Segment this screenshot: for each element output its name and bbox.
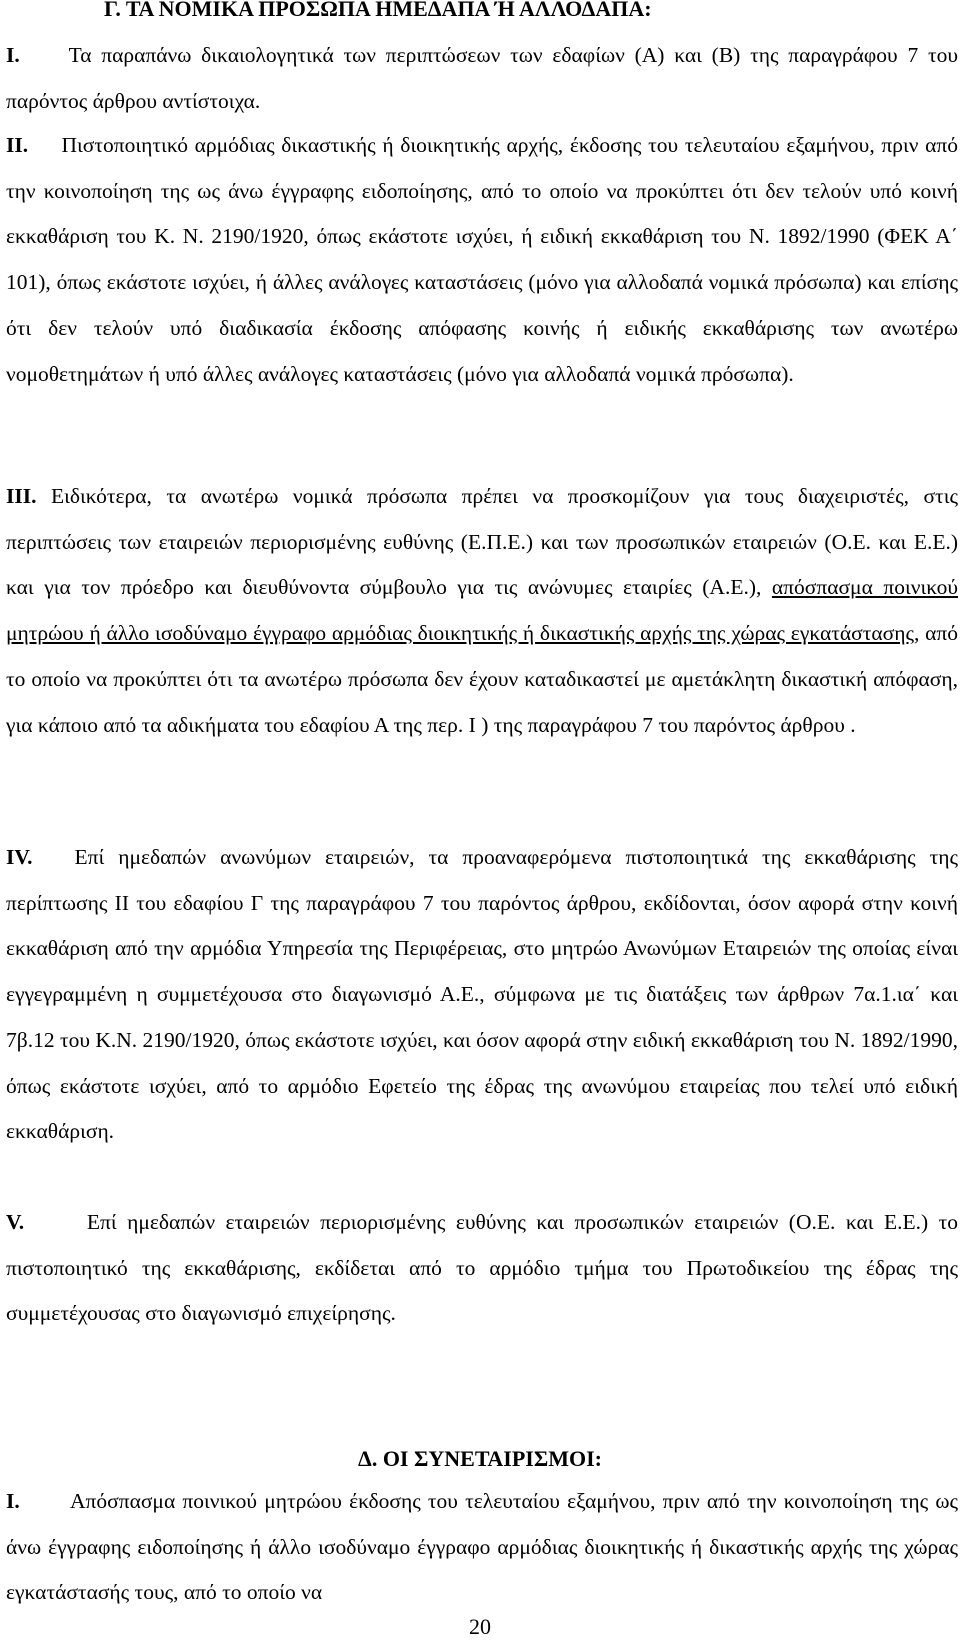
paragraph-number: II. xyxy=(6,133,29,157)
paragraph-number: I. xyxy=(6,1489,20,1513)
paragraph-text: Πιστοποιητικό αρμόδιας δικαστικής ή διοικητικής αρχής, έκδοσης του τελευταίου εξαμήνου, πριν από την κοινοποίηση της ως άνω έγγραφης ειδοποίησης, από το οποίο να προκύπτει ότι δεν τελούν υπό κοινή εκκαθάριση του Κ. Ν. 2190/1920, όπως εκάστοτε ισχύει, ή ειδική εκκαθάριση του Ν. 1892/1990 (ΦΕΚ Α΄ 101), όπως εκάστοτε ισχύει, ή άλλες ανάλογες καταστάσεις (μόνο για αλλοδαπά νομικά πρόσωπα) και επίσης ότι δεν τελούν υπό διαδικασία έκδοσης απόφασης κοινής ή ειδικής εκκαθάρισης των ανωτέρω νομοθετημάτων ή υπό άλλες ανάλογες καταστάσεις (μόνο για αλλοδαπά νομικά πρόσωπα). xyxy=(6,133,958,386)
paragraph-number: IV. xyxy=(6,845,33,869)
paragraph-text: Απόσπασμα ποινικού μητρώου έκδοσης του τελευταίου εξαμήνου, πριν από την κοινοποίηση της ως άνω έγγραφης ειδοποίησης ή άλλο ισοδύναμο έγγραφο αρμόδιας διοικητικής ή δικαστικής αρχής της χώρας εγκατάστασής τους, από το οποίο να xyxy=(6,1489,958,1605)
section-heading-d: Δ. ΟΙ ΣΥΝΕΤΑΙΡΙΣΜΟΙ: xyxy=(358,1446,602,1471)
section-heading-g: Γ. ΤΑ ΝΟΜΙΚΑ ΠΡΟΣΩΠΑ ΗΜΕΔΑΠΑ Ή ΑΛΛΟΔΑΠΑ: xyxy=(104,0,652,21)
paragraph-number: III. xyxy=(6,484,37,508)
paragraph-g-3 xyxy=(6,474,958,748)
paragraph-g-2 xyxy=(6,123,958,397)
paragraph-text: Επί ημεδαπών ανωνύμων εταιρειών, τα προαναφερόμενα πιστοποιητικά της εκκαθάρισης της περίπτωσης ΙΙ του εδαφίου Γ της παραγράφου 7 του παρόντος άρθρου, εκδίδονται, όσον αφορά στην κοινή εκκαθάριση από την αρμόδια Υπηρεσία της Περιφέρειας, στο μητρώο Ανωνύμων Εταιρειών της οποίας είναι εγγεγραμμένη η συμμετέχουσα στο διαγωνισμό Α.Ε., σύμφωνα με τις διατάξεις των άρθρων 7α.1.ια΄ και 7β.12 του Κ.Ν. 2190/1920, όπως εκάστοτε ισχύει, και όσον αφορά στην ειδική εκκαθάριση του Ν. 1892/1990, όπως εκάστοτε ισχύει, από το αρμόδιο Εφετείο της έδρας της ανωνύμου εταιρείας που τελεί υπό ειδική εκκαθάριση. xyxy=(6,845,958,1144)
paragraph-d-1 xyxy=(6,1479,958,1616)
paragraph-text: Ειδικότερα, τα ανωτέρω νομικά πρόσωπα πρέπει να προσκομίζουν για τους διαχειριστές, στις περιπτώσεις των εταιρειών περιορισμένης ευθύνης (Ε.Π.Ε.) και των προσωπικών εταιρειών (Ο.Ε. και Ε.Ε.) και για τον πρόεδρο και διευθύνοντα σύμβουλο για τις ανώνυμες εταιρίες (Α.Ε.), xyxy=(6,484,958,600)
paragraph-g-4 xyxy=(6,835,958,1155)
underlined-text: απόσπασμα ποινικού μητρώου ή άλλο ισοδύναμο έγγραφο αρμόδιας διοικητικής ή δικαστικής αρχής της χώρας εγκατάστασης xyxy=(6,575,959,646)
paragraph-g-1 xyxy=(6,33,958,124)
page-number: 20 xyxy=(469,1614,491,1639)
paragraph-text-continued: , από το οποίο να προκύπτει ότι τα ανωτέρω πρόσωπα δεν έχουν καταδικαστεί με αμετάκλητη δικαστική απόφαση, για κάποιο από τα αδικήματα του εδαφίου Α της περ. I ) της παραγράφου 7 του παρόντος άρθρου . xyxy=(6,621,959,737)
paragraph-number: V. xyxy=(6,1210,25,1234)
paragraph-text: Τα παραπάνω δικαιολογητικά των περιπτώσεων των εδαφίων (Α) και (Β) της παραγράφου 7 του παρόντος άρθρου αντίστοιχα. xyxy=(6,43,958,113)
paragraph-text: Επί ημεδαπών εταιρειών περιορισμένης ευθύνης και προσωπικών εταιρειών (Ο.Ε. και Ε.Ε.) το πιστοποιητικό της εκκαθάρισης, εκδίδεται από το αρμόδιο τμήμα του Πρωτοδικείου της έδρας της συμμετέχουσας στο διαγωνισμό επιχείρησης. xyxy=(6,1210,959,1326)
paragraph-number: I. xyxy=(6,43,20,67)
paragraph-g-5 xyxy=(6,1200,958,1337)
